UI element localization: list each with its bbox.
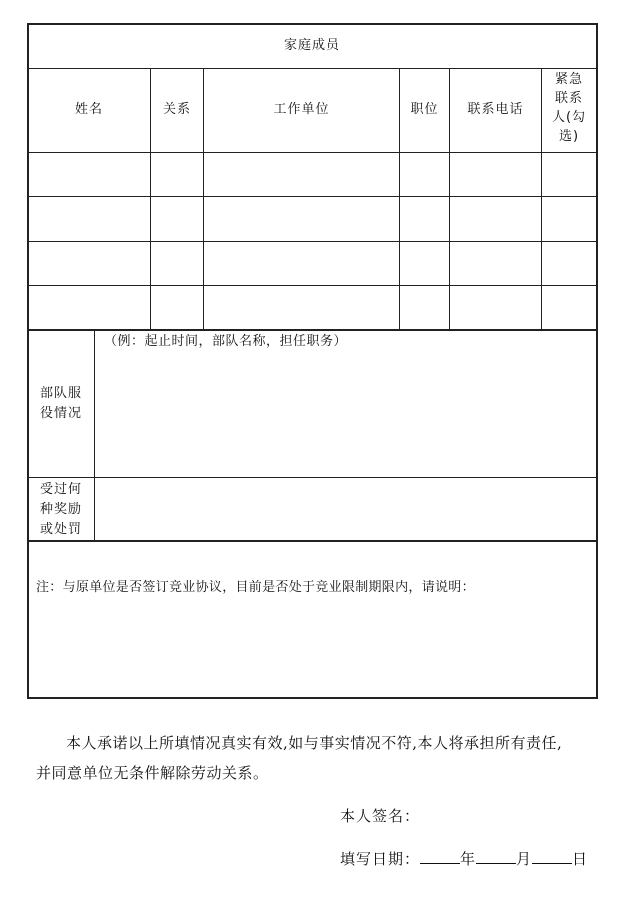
row3-phone-cell[interactable] — [450, 242, 541, 285]
row2-relation-cell[interactable] — [151, 197, 203, 241]
military-hint: （例：起止时间，部队名称，担任职务） — [104, 334, 348, 349]
row2-position-cell[interactable] — [400, 197, 449, 241]
military-label: 部队服 役情况 — [39, 386, 82, 421]
row2-emergency-cell[interactable] — [542, 197, 596, 241]
signature-label: 本人签名： — [340, 807, 421, 825]
row1-employer-cell[interactable] — [204, 153, 399, 196]
row4-employer-cell[interactable] — [204, 286, 399, 329]
table-border-bottom — [27, 697, 598, 699]
row1-position-cell[interactable] — [400, 153, 449, 196]
row3-relation-cell[interactable] — [151, 242, 203, 285]
table-border-top — [27, 23, 598, 25]
month-blank[interactable] — [476, 848, 516, 864]
family-title: 家庭成员 — [283, 38, 340, 53]
header-employer: 工作单位 — [273, 102, 330, 117]
month-label: 月 — [516, 850, 533, 868]
row3-name-cell[interactable] — [28, 242, 150, 285]
row2-phone-cell[interactable] — [450, 197, 541, 241]
rule-title-bottom — [28, 68, 596, 69]
declaration-line-1: 本人承诺以上所填情况真实有效,如与事实情况不符,本人将承担所有责任, — [66, 734, 563, 752]
day-blank[interactable] — [532, 848, 572, 864]
table-border-right — [596, 23, 598, 699]
awards-input[interactable] — [95, 478, 596, 539]
row4-emergency-cell[interactable] — [542, 286, 596, 329]
row3-position-cell[interactable] — [400, 242, 449, 285]
date-label: 填写日期： — [340, 850, 421, 868]
date-row — [340, 848, 588, 869]
declaration-line-2: 并同意单位无条件解除劳动关系。 — [36, 764, 269, 782]
table-border-left — [27, 23, 29, 699]
noncompete-note: 注：与原单位是否签订竞业协议，目前是否处于竞业限制期限内，请说明： — [36, 580, 475, 595]
signature-field[interactable] — [420, 804, 590, 828]
rule-awards-bottom — [28, 540, 596, 542]
header-position: 职位 — [410, 102, 439, 117]
row3-emergency-cell[interactable] — [542, 242, 596, 285]
row4-phone-cell[interactable] — [450, 286, 541, 329]
military-input[interactable] — [95, 352, 596, 476]
header-name: 姓名 — [74, 102, 103, 117]
row1-name-cell[interactable] — [28, 153, 150, 196]
year-blank[interactable] — [420, 848, 460, 864]
row1-phone-cell[interactable] — [450, 153, 541, 196]
row1-relation-cell[interactable] — [151, 153, 203, 196]
row4-name-cell[interactable] — [28, 286, 150, 329]
header-relation: 关系 — [162, 102, 191, 117]
row4-relation-cell[interactable] — [151, 286, 203, 329]
header-phone: 联系电话 — [467, 102, 524, 117]
day-label: 日 — [572, 850, 589, 868]
awards-label: 受过何 种奖励 或处罚 — [39, 482, 82, 537]
row4-position-cell[interactable] — [400, 286, 449, 329]
year-label: 年 — [460, 850, 477, 868]
header-emergency-contact: 紧急 联系 人(勾 选) — [551, 72, 587, 144]
row1-emergency-cell[interactable] — [542, 153, 596, 196]
noncompete-input[interactable] — [28, 600, 596, 696]
row2-employer-cell[interactable] — [204, 197, 399, 241]
row3-employer-cell[interactable] — [204, 242, 399, 285]
row2-name-cell[interactable] — [28, 197, 150, 241]
rule-family-bottom — [28, 329, 596, 331]
